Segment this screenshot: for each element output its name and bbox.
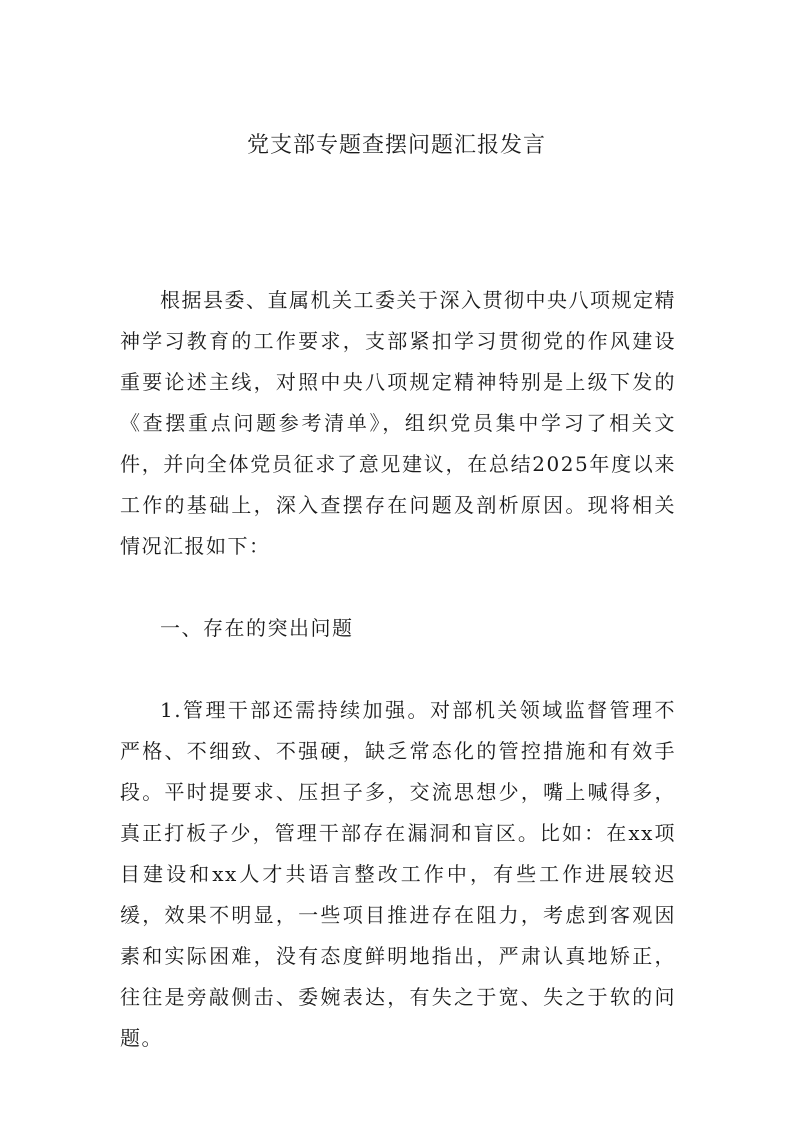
document-body [120, 280, 676, 1059]
paragraph-spacer [120, 567, 676, 608]
section-heading: 一、存在的突出问题 [160, 616, 354, 640]
intro-paragraph: 根据县委、直属机关工委关于深入贯彻中央八项规定精神学习教育的工作要求，支部紧扣学习贯彻党的作风建设重要论述主线，对照中央八项规定精神特别是上级下发的《查摆重点问题参考清单》，组织党员集中学习了相关文件，并向全体党员征求了意见建议，在总结2025年度以来工作的基础上，深入查摆存在问题及剖析原因。现将相关情况汇报如下： [120, 288, 676, 558]
item-paragraph: 1.管理干部还需持续加强。对部机关领域监督管理不严格、不细致、不强硬，缺乏常态化的管控措施和有效手段。平时提要求、压担子多，交流思想少，嘴上喊得多，真正打板子少，管理干部存在漏洞和盲区。比如：在xx项目建设和xx人才共语言整改工作中，有些工作进展较迟缓，效果不明显，一些项目推进存在阻力，考虑到客观因素和实际困难，没有态度鲜明地指出，严肃认真地矫正，往往是旁敲侧击、委婉表达，有失之于宽、失之于软的问题。 [120, 698, 676, 1050]
document-title: 党支部专题查摆问题汇报发言 [246, 133, 546, 158]
paragraph-spacer [120, 649, 676, 690]
